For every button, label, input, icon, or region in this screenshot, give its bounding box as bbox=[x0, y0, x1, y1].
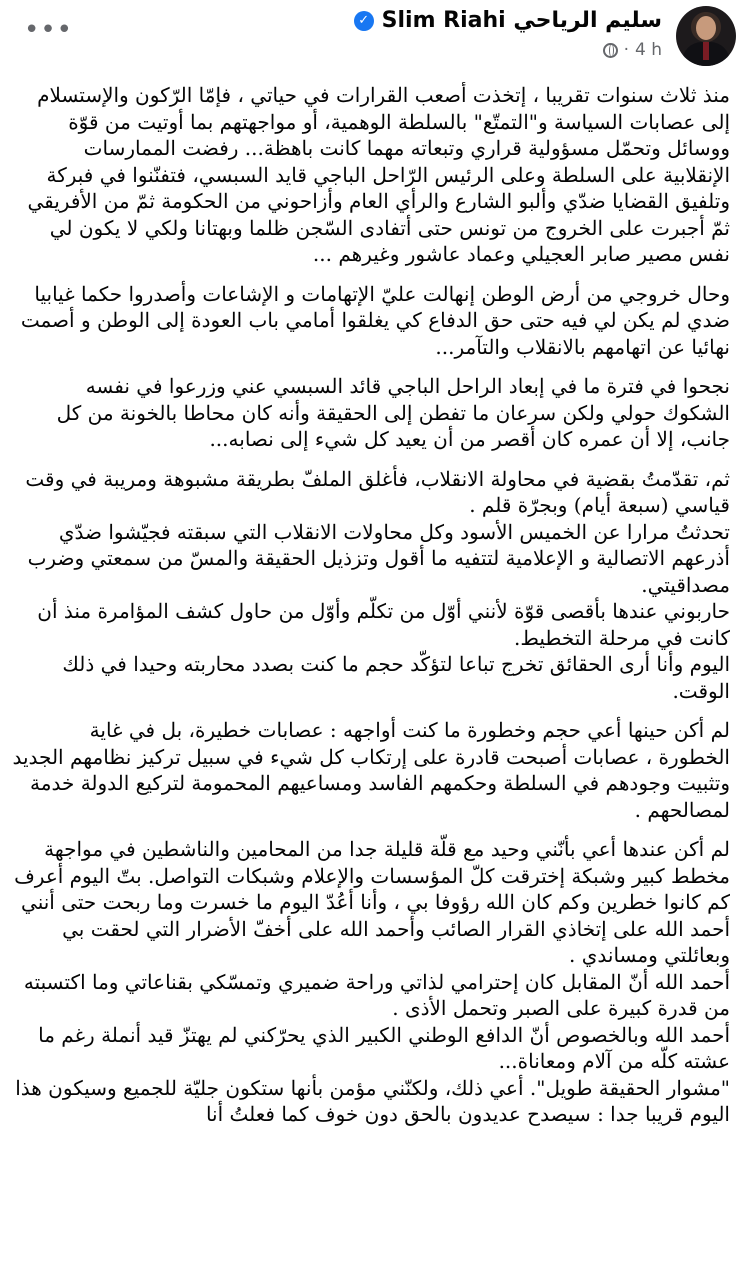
avatar-tie bbox=[703, 42, 709, 60]
post-paragraph-3: نجحوا في فترة ما في إبعاد الراحل الباجي قائد السبسي عني وزرعوا في نفسه الشكوك حولي ولكن سرعان ما تفطن إلى الحقيقة وأنه كان محاطا بالخونة من كل جانب، إلا أن عمره كان أقصر من أن يعيد كل شيء إلى نصابه... bbox=[56, 374, 730, 451]
post-body bbox=[12, 82, 730, 1264]
avatar[interactable] bbox=[676, 6, 736, 66]
more-icon[interactable]: ••• bbox=[24, 15, 74, 45]
post-paragraph-5: لم أكن حينها أعي حجم وخطورة ما كنت أواجهه : عصابات خطيرة، بل في غاية الخطورة ، عصابات أصبحت قادرة على إرتكاب كل شيء في سبيل تركيز نظامهم الجديد وتثبيت وجودهم في السلطة وحكمهم الفاسد ومساعيهم المحمومة لتركيع الدولة خدمة لمصالحهم . bbox=[12, 718, 730, 822]
avatar-face bbox=[696, 16, 716, 40]
post-paragraph-2: وحال خروجي من أرض الوطن إنهالت عليّ الإتهامات و الإشاعات وأصدروا حكما غيابيا ضدي لم يكن لي فيه حتى حق الدفاع كي يغلقوا أمامي باب العودة إلى الوطن و أصمت نهائيا عن اتهامهم بالانقلاب والتآمر... bbox=[20, 281, 730, 359]
verified-badge-icon: ✓ bbox=[354, 11, 374, 31]
meta-separator: · bbox=[623, 40, 629, 60]
author-name[interactable]: Slim Riahi سليم الرياحي bbox=[381, 8, 662, 33]
post-paragraph-1: منذ ثلاث سنوات تقريبا ، إتخذت أصعب القرارات في حياتي ، فإمّا الرّكون والإستسلام إلى عصابات السياسة و"التمتّع" بالسلطة الوهمية، أو مواجهتهم بما أوتيت من قوّة ووسائل وتحمّل مسؤولية قراري وتبعاته مهما كانت باهظة... رفضت الممارسات الإنقلابية على السلطة وعلى الرئيس الرّاحل الباجي قايد السبسي، فتفنّنوا في فبركة وتلفيق القضايا ضدّي وألبو الشارع والرأي العام وأزاحوني من الحكومة ثمّ من الأفريقي ثمّ أجبرت على الخروج من تونس حتى أتفادى السّجن ظلما وبهتانا ولكي لا يكون لي نفس مصير صابر العجيلي وعماد عاشور وغيرهم ... bbox=[27, 83, 730, 266]
post-header bbox=[0, 0, 750, 80]
post-meta bbox=[603, 40, 662, 60]
post-time[interactable]: 4 h bbox=[635, 40, 662, 60]
post-paragraph-4: ثم، تقدّمتُ بقضية في محاولة الانقلاب، فأغلق الملفّ بطريقة مشبوهة ومريبة في وقت قياسي (سبعة أيام) وبجرّة قلم . تحدثتُ مرارا عن الخميس الأسود وكل محاولات الانقلاب التي سبقته فجيّشوا ضدّي أذرعهم الاتصالية و الإعلامية لتتفيه ما أقول وتزذيل الحقيقة والمسّ من سمعتي وضرب مصداقيتي. حاربوني عندها بأقصى قوّة لأنني أوّل من تكلّم وأوّل من حاول كشف المؤامرة منذ أن كانت في مرحلة التخطيط. اليوم وأنا أرى الحقائق تخرج تباعا لتؤكّد حجم ما كنت بصدد محاربته وحيدا في ذلك الوقت. bbox=[25, 466, 730, 703]
author-row bbox=[354, 8, 662, 33]
post-paragraph-6: لم أكن عندها أعي بأنّني وحيد مع قلّة قليلة جدا من المحامين والناشطين في مواجهة مخطط كبير وشبكة إخترقت كلّ المؤسسات والإعلام وشبكات التواصل. بتّ اليوم أعرف كم كانوا خطرين وكم كان الله رؤوفا بي ، وأنا أعُدّ اليوم ما خسرت وما ربحت حتى أنني أحمد الله على إتخاذي القرار الصائب وأحمد الله على أخفّ الأضرار التي لحقت بي وبعائلتي ومساندي . أحمد الله أنّ المقابل كان إحترامي لذاتي وراحة ضميري وتمسّكي بقناعاتي وما اكتسبته من قدرة كبيرة على الصبر وتحمل الأذى . أحمد الله وبالخصوص أنّ الدافع الوطني الكبير الذي يحرّكني لم يهتزّ قيد أنملة رغم ما عشته كلّه من آلام ومعاناة... "مشوار الحقيقة طويل". أعي ذلك، ولكنّني مؤمن بأنها ستكون جليّة للجميع وسيكون هذا اليوم قريبا جدا : سيصدح عديدون بالحق دون خوف كما فعلتُ أنا bbox=[14, 837, 730, 1126]
globe-icon[interactable] bbox=[603, 43, 618, 58]
